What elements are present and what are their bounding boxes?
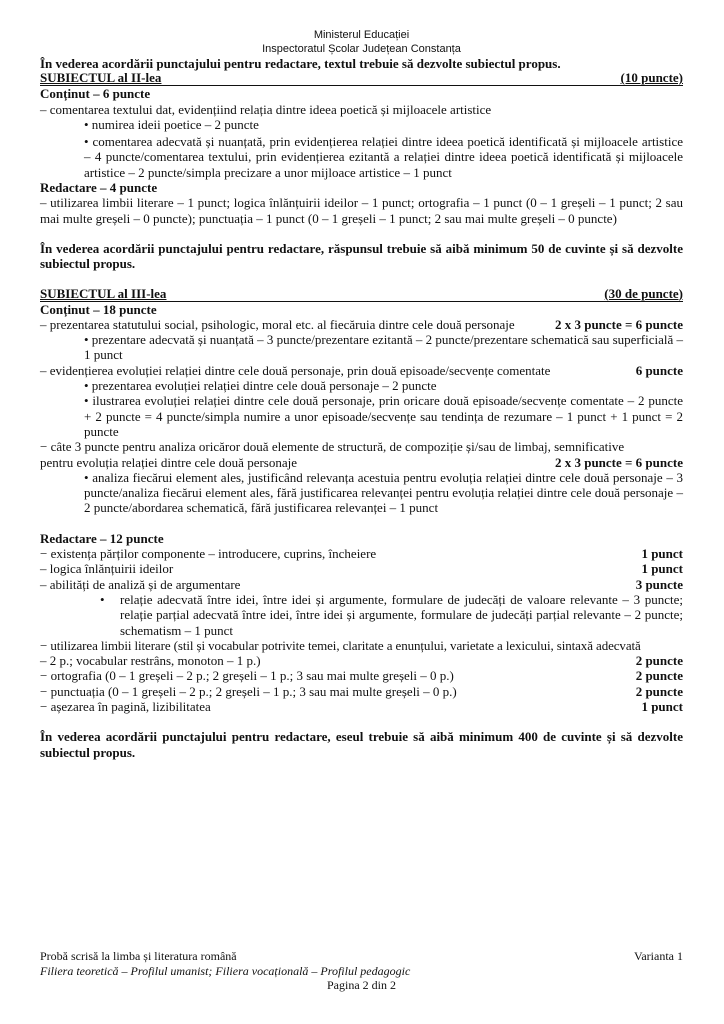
subject-2-heading: [40, 71, 683, 86]
item-text: − punctuația (0 – 1 greșeli – 2 p.; 2 greșeli – 1 p.; 3 sau mai multe greșeli – 0 p.): [40, 683, 457, 699]
item-text: – abilități de analiză și de argumentare: [40, 576, 241, 592]
s3-redact-line: − utilizarea limbii literare (stil și vocabular potrivite temei, claritate a enunțului, varietate a lexicului, sintaxă adecvată: [40, 637, 641, 653]
item-points: 2 puncte: [635, 683, 683, 699]
criterion-points: 6 puncte: [635, 362, 683, 378]
s3-redact-item: [40, 684, 683, 699]
header-ministry: Ministerul Educației: [313, 29, 410, 41]
page-footer: [40, 949, 683, 993]
s3-redact-item: [40, 577, 683, 592]
s3-criterion-line: − câte 3 puncte pentru analiza oricăror două elemente de structură, de compoziție și/sau de limbaj, semnificative: [40, 439, 625, 455]
footer-variant: Varianta 1: [634, 949, 683, 963]
s2-note: În vederea acordării punctajului pentru redactare, răspunsul trebuie să aibă minimum 50 de cuvinte și să dezvolte subiectul propus.: [40, 240, 683, 272]
criterion-points: 2 x 3 puncte = 6 puncte: [554, 454, 683, 470]
item-text: − așezarea în pagină, lizibilitatea: [40, 698, 211, 714]
bullet-icon: •: [100, 591, 105, 607]
s2-content-line: – comentarea textului dat, evidențiind relația dintre ideea poetică și mijloacele artistice: [40, 101, 492, 117]
s2-redact-title: Redactare – 4 puncte: [40, 180, 158, 196]
s3-bullet: • analiza fiecărui element ales, justificând relevanța acestuia pentru evoluția relației dintre cele două personaje – 3 puncte/analiza fiecărui element ales, fără justificarea relevanței pentru evoluția relației dintre cele două personaje – 2 puncte/abordarea schematică, fără justificarea relevanței – 1 punct: [84, 469, 683, 516]
subject-2-title: SUBIECTUL al II-lea: [40, 70, 162, 86]
criterion-points: 2 x 3 puncte = 6 puncte: [554, 316, 683, 332]
criterion-text: – evidențierea evoluției relației dintre cele două personaje, prin două episoade/secvențe comentate: [40, 362, 551, 378]
item-text: – 2 p.; vocabular restrâns, monoton – 1 p.): [40, 653, 261, 669]
item-text: – logica înlănțuirii ideilor: [40, 561, 174, 577]
item-points: 2 puncte: [635, 653, 683, 669]
s3-content-title: Conținut – 18 puncte: [40, 301, 157, 317]
s3-redact-item: [40, 699, 683, 714]
subject-3-heading: [40, 287, 683, 302]
s3-criterion: [40, 363, 683, 378]
criterion-text: pentru evoluția relației dintre cele două personaje: [40, 454, 297, 470]
s3-bullet: • ilustrarea evoluției relației dintre cele două personaje, prin oricare două episoade/secvențe comentate – 2 puncte + 2 puncte = 4 puncte/simpla numire a unor episoade/secvențe sau tendința de rezumare – 1 punct + 1 punct = 2 puncte: [84, 393, 683, 439]
s2-bullet: • comentarea adecvată și nuanțată, prin evidențierea relației dintre ideea poetică identificată și mijloacele artistice – 4 puncte/comentarea textului, prin evidențierea ezitantă a relației dintre ideea poetică identificată și mijloacele artistice – 2 puncte/simpla precizare a unor mijloace artistice – 1 punct: [84, 134, 683, 180]
s3-bullet: • prezentare adecvată și nuanțată – 3 puncte/prezentare ezitantă – 2 puncte/prezentare schematică sau superficială – 1 punct: [84, 332, 683, 363]
s3-bullet: • prezentarea evoluției relației dintre cele două personaje – 2 puncte: [84, 378, 437, 394]
header-inspectorate: Inspectoratul Școlar Județean Constanța: [262, 43, 461, 55]
item-points: 1 punct: [641, 561, 683, 577]
document-page: [40, 28, 683, 760]
item-text: − existența părților componente – introducere, cuprins, încheiere: [40, 546, 377, 562]
criterion-text: – prezentarea statutului social, psihologic, moral etc. al fiecăruia dintre cele două personaje: [40, 316, 515, 332]
footer-exam: Probă scrisă la limba și literatura română: [40, 949, 237, 963]
subject-3-title: SUBIECTUL al III-lea: [40, 285, 167, 301]
s3-redact-item: [40, 653, 683, 668]
s2-bullet: • numirea ideii poetice – 2 puncte: [84, 116, 259, 132]
item-points: 1 punct: [641, 546, 683, 562]
subject-3-points: (30 de puncte): [604, 285, 683, 301]
s3-note: În vederea acordării punctajului pentru redactare, eseul trebuie să aibă minimum 400 de cuvinte și să dezvolte subiectul propus.: [40, 729, 683, 760]
item-points: 1 punct: [641, 698, 683, 714]
footer-profile: Filiera teoretică – Profilul umanist; Filiera vocațională – Profilul pedagogic: [40, 963, 411, 978]
s3-redact-item: [40, 668, 683, 683]
s2-redact-line: – utilizarea limbii literare – 1 punct; logica înlănțuirii ideilor – 1 punct; ortografia – 1 punct (0 – 1 greșeli – 1 punct; 2 sau mai multe greșeli – 0 puncte); punctuația – 1 punct (0 – 1 greșeli – 1 punct; 2 sau mai multe greșeli – 0 puncte): [40, 195, 683, 226]
s3-redact-title: Redactare – 12 puncte: [40, 530, 164, 546]
s3-criterion: [40, 317, 683, 332]
s3-criterion: [40, 455, 683, 470]
intro-note: În vederea acordării punctajului pentru redactare, textul trebuie să dezvolte subiectul propus.: [40, 56, 561, 71]
subject-2-points: (10 puncte): [620, 70, 683, 86]
s3-redact-item: [40, 546, 683, 561]
item-points: 3 puncte: [635, 576, 683, 592]
item-text: − ortografia (0 – 1 greșeli – 2 p.; 2 greșeli – 1 p.; 3 sau mai multe greșeli – 0 p.): [40, 668, 454, 684]
s3-redact-bullet: [40, 592, 683, 638]
footer-page-number: Pagina 2 din 2: [327, 978, 396, 992]
bullet-text: relație adecvată între idei, între idei și argumente, formulare de judecăți de valoare relevante – 3 puncte; relație parțial adecvată între idei, între idei și argumente, formulare de judecăți parțial relevante – 2 puncte; schematism – 1 punct: [120, 591, 683, 638]
s2-content-title: Conținut – 6 puncte: [40, 86, 151, 102]
item-points: 2 puncte: [635, 668, 683, 684]
s3-redact-item: [40, 561, 683, 576]
